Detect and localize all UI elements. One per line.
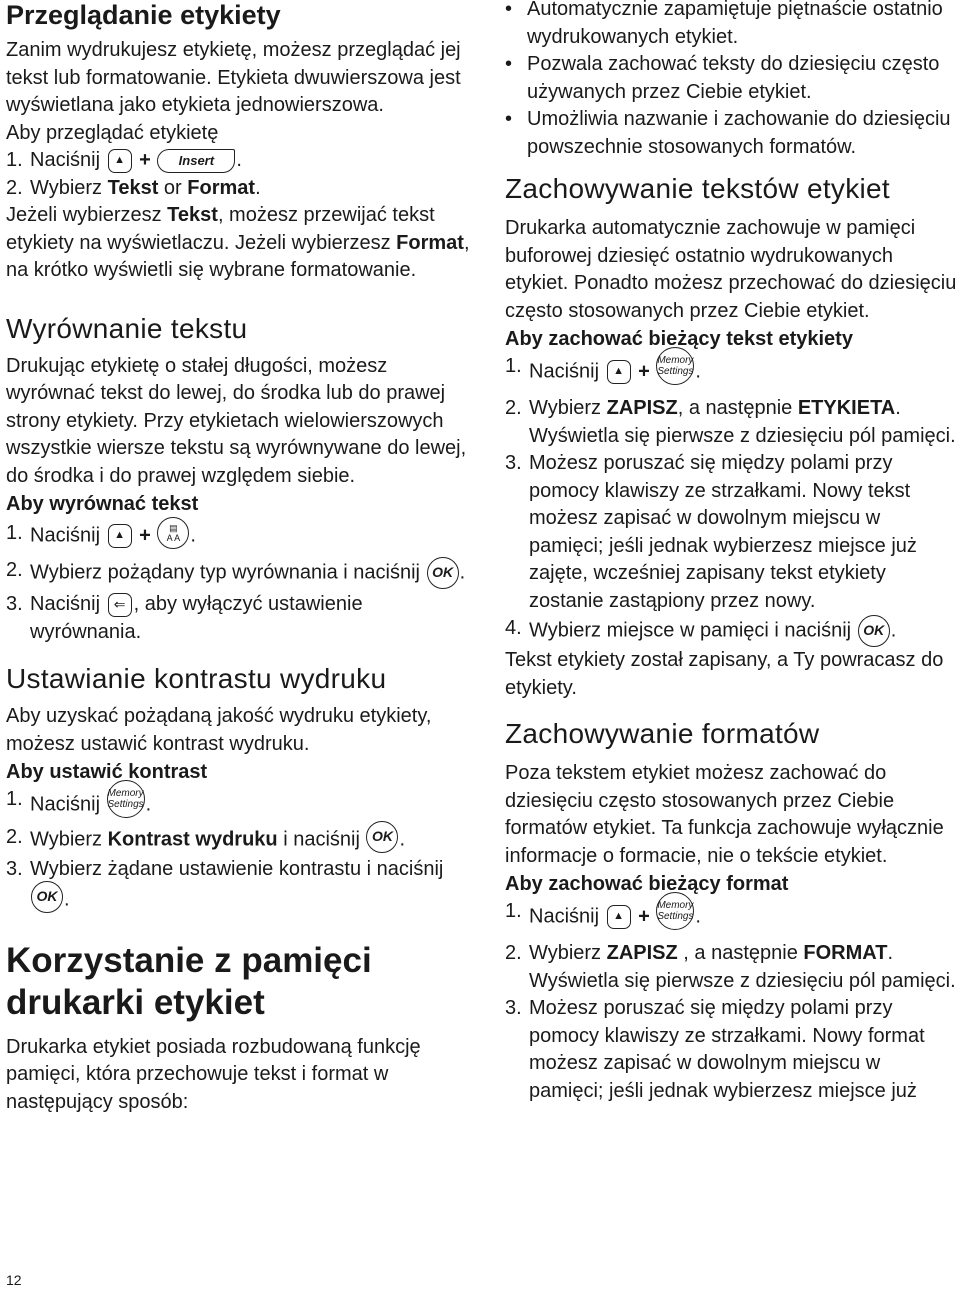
step xyxy=(6,856,476,916)
step xyxy=(6,147,476,175)
back-key-icon: ⇐ xyxy=(108,593,132,617)
step xyxy=(6,824,476,856)
step-number: 3. xyxy=(505,452,522,474)
step-number: 3. xyxy=(6,858,23,880)
align-key-icon: ▤ A A xyxy=(157,517,189,549)
paragraph: Zanim wydrukujesz etykietę, możesz przeglądać jej tekst lub formatowanie. Etykieta dwuwierszowa jest wyświetlana jako etykieta jednowierszowa. xyxy=(6,39,461,116)
step-number: 1. xyxy=(505,355,522,377)
left-column xyxy=(6,0,476,1116)
step-text: Wybierz Kontrast wydruku i naciśnij OK . xyxy=(30,824,476,856)
step xyxy=(6,786,476,824)
subheading: Aby wyrównać tekst xyxy=(6,493,199,515)
up-arrow-key-icon: ▲ xyxy=(108,149,132,173)
section-title-contrast: Ustawianie kontrastu wydruku xyxy=(6,663,387,694)
memory-settings-key-icon: Memory Settings xyxy=(656,347,694,385)
step-text: Wybierz ZAPISZ , a następnie FORMAT. Wyświetla się pierwsze z dziesięciu pól pamięci. xyxy=(529,942,956,992)
up-arrow-key-icon: ▲ xyxy=(607,905,631,929)
list-item: • Pozwala zachować teksty do dziesięciu często używanych przez Ciebie etykiet. xyxy=(505,53,940,103)
paragraph: Drukując etykietę o stałej długości, możesz wyrównać tekst do lewej, do środka lub do prawej strony etykiety. Przy etykietach wielowierszowych wszystkie wiersze tekstu są wyrównywane do lewej, do środka i do prawej względem siebie. xyxy=(6,354,467,487)
step-text: Naciśnij ▲ + ▤ A A . xyxy=(30,520,476,552)
step-number: 2. xyxy=(505,942,522,964)
step-number: 1. xyxy=(6,149,23,171)
list-item: • Umożliwia nazwanie i zachowanie do dziesięciu powszechnie stosowanych formatów. xyxy=(505,108,951,158)
subheading: Aby ustawić kontrast xyxy=(6,761,208,783)
section-title-preview: Przeglądanie etykiety xyxy=(6,0,281,30)
ok-key-icon: OK xyxy=(31,881,63,913)
step-number: 3. xyxy=(6,593,23,615)
paragraph: Drukarka automatycznie zachowuje w pamięci buforowej dziesięć ostatnio wydrukowanych etykiet. Ponadto możesz przechować do dziesięciu często stosowanych przez Ciebie etykiet. xyxy=(505,217,957,322)
memory-features-list xyxy=(505,0,957,161)
step xyxy=(505,995,957,1105)
step-number: 4. xyxy=(505,617,522,639)
step xyxy=(6,175,476,203)
step-text: Możesz poruszać się między polami przy pomocy klawiszy ze strzałkami. Nowy format możesz zapisać w dowolnym miejscu w pamięci; jeśli jednak wybierzesz miejsce już xyxy=(529,997,925,1102)
up-arrow-key-icon: ▲ xyxy=(108,524,132,548)
section-title-save-format: Zachowywanie formatów xyxy=(505,718,820,749)
step-number: 1. xyxy=(505,900,522,922)
right-column xyxy=(505,0,957,1105)
ok-key-icon: OK xyxy=(427,557,459,589)
step-text: Naciśnij Memory Settings . xyxy=(30,786,476,824)
insert-key-icon: Insert xyxy=(157,149,235,173)
step-text: Możesz poruszać się między polami przy pomocy klawiszy ze strzałkami. Nowy tekst możesz zapisać w dowolnym miejscu w pamięci; jeśli jednak wybierzesz miejsce już zajęte, wcześniej zapisany tekst etykiety zostanie zastąpiony przez nowy. xyxy=(529,452,917,612)
paragraph: Drukarka etykiet posiada rozbudowaną funkcję pamięci, która przechowuje tekst i format w następujący sposób: xyxy=(6,1035,421,1113)
memory-settings-key-icon: Memory Settings xyxy=(107,780,145,818)
step xyxy=(6,591,476,646)
list-item: • Automatycznie zapamiętuje piętnaście ostatnio wydrukowanych etykiet. xyxy=(505,0,943,48)
step xyxy=(505,898,957,936)
section-title-memory: Korzystanie z pamięci drukarki etykiet xyxy=(6,940,372,1022)
paragraph: Jeżeli wybierzesz Tekst, możesz przewijać tekst etykiety na wyświetlaczu. Jeżeli wybierzesz Format, na krótko wyświetli się wybrane formatowanie. xyxy=(6,204,470,281)
ok-key-icon: OK xyxy=(858,615,890,647)
paragraph: Aby uzyskać pożądaną jakość wydruku etykiety, możesz ustawić kontrast wydruku. xyxy=(6,705,432,755)
step-text: Naciśnij ▲ + Memory Settings . xyxy=(529,353,957,391)
step-number: 2. xyxy=(6,176,23,199)
step-number: 3. xyxy=(505,997,522,1019)
step xyxy=(505,615,957,647)
step-text: Wybierz miejsce w pamięci i naciśnij OK . xyxy=(529,615,957,647)
memory-settings-key-icon: Memory Settings xyxy=(656,892,694,930)
step-text: Wybierz ZAPISZ, a następnie ETYKIETA. Wyświetla się pierwsze z dziesięciu pól pamięci. xyxy=(529,397,956,447)
step xyxy=(505,940,957,995)
step xyxy=(505,395,957,450)
step-text: Naciśnij ⇐ , aby wyłączyć ustawienie wyrównania. xyxy=(30,593,363,643)
subheading: Aby przeglądać etykietę xyxy=(6,121,219,144)
step-text: Wybierz Tekst or Format. xyxy=(30,176,261,199)
step-text: Naciśnij ▲ + Insert . xyxy=(30,149,242,171)
step-text: Wybierz pożądany typ wyrównania i naciśnij OK . xyxy=(30,557,476,589)
step-text: Wybierz żądane ustawienie kontrastu i naciśnijOK . xyxy=(30,856,476,916)
step xyxy=(6,557,476,589)
step-number: 2. xyxy=(505,397,522,419)
paragraph: Tekst etykiety został zapisany, a Ty powracasz do etykiety. xyxy=(505,649,944,699)
step-number: 2. xyxy=(6,559,23,581)
step xyxy=(505,353,957,391)
section-title-alignment: Wyrównanie tekstu xyxy=(6,312,248,344)
step-number: 1. xyxy=(6,522,23,544)
section-title-save-text: Zachowywanie tekstów etykiet xyxy=(505,173,891,204)
page-number: 12 xyxy=(6,1272,22,1288)
paragraph: Poza tekstem etykiet możesz zachować do dziesięciu często stosowanych przez Ciebie formatów etykiet. Ta funkcja zachowuje wyłącznie informacje o formacie, nie o tekście etykiet. xyxy=(505,762,944,867)
step-text: Naciśnij ▲ + Memory Settings . xyxy=(529,898,957,936)
step-number: 2. xyxy=(6,826,23,848)
subheading: Aby zachować bieżący format xyxy=(505,873,789,895)
step xyxy=(6,520,476,552)
step-number: 1. xyxy=(6,788,23,810)
ok-key-icon: OK xyxy=(366,821,398,853)
step xyxy=(505,450,957,615)
subheading: Aby zachować bieżący tekst etykiety xyxy=(505,328,853,350)
up-arrow-key-icon: ▲ xyxy=(607,360,631,384)
